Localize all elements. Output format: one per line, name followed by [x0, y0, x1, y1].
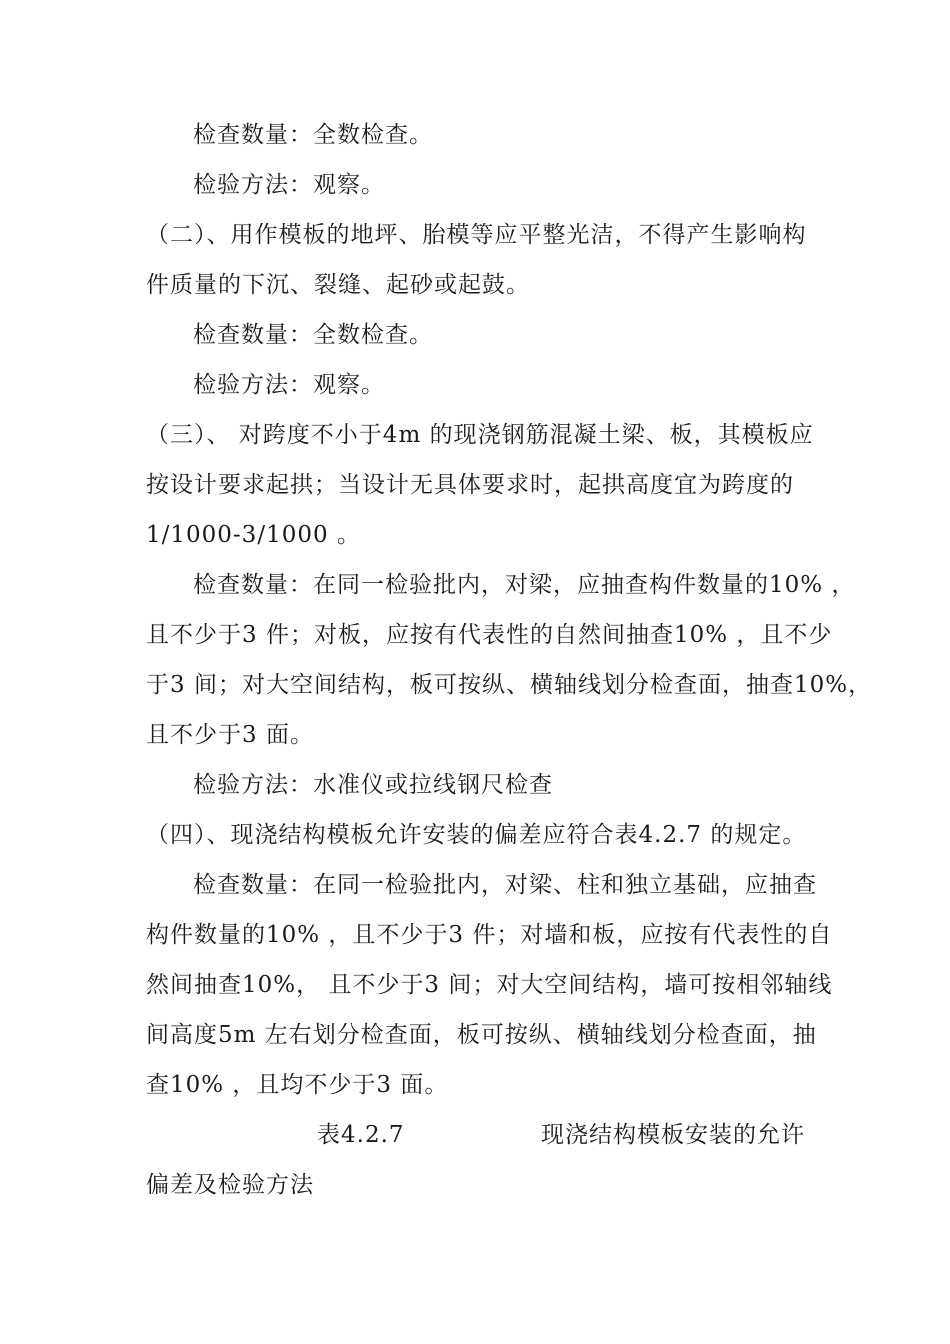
check-quantity-line-4: 间高度5m 左右划分检查面，板可按纵、横轴线划分检查面，抽	[146, 1022, 817, 1048]
check-quantity-line-1: 检查数量：在同一检验批内，对梁，应抽查构件数量的10% ，	[193, 572, 856, 598]
table-title-line-2: 偏差及检验方法	[146, 1172, 314, 1198]
section-3-line-1: （三）、 对跨度不小于4m 的现浇钢筋混凝土梁、板，其模板应	[146, 422, 814, 448]
check-quantity-line-2: 构件数量的10% ，且不少于3 件；对墙和板，应按有代表性的自	[146, 922, 833, 948]
section-3-line-3: 1/1000-3/1000 。	[146, 522, 361, 548]
check-quantity-line-2: 且不少于3 件；对板，应按有代表性的自然间抽查10% ，且不少	[146, 622, 833, 648]
check-quantity-line-5: 查10% ，且均不少于3 面。	[146, 1072, 449, 1098]
check-quantity-line-4: 且不少于3 面。	[146, 722, 314, 748]
section-4-line-1: （四）、现浇结构模板允许安装的偏差应符合表4.2.7 的规定。	[146, 822, 807, 848]
inspection-method-text: 检验方法：观察。	[193, 372, 385, 398]
inspection-method-text: 检验方法：水准仪或拉线钢尺检查	[193, 772, 553, 798]
check-quantity-line-3: 然间抽查10%， 且不少于3 间；对大空间结构，墙可按相邻轴线	[146, 972, 833, 998]
check-quantity-text: 检查数量：全数检查。	[193, 122, 433, 148]
check-quantity-line-1: 检查数量：在同一检验批内，对梁、柱和独立基础，应抽查	[193, 872, 817, 898]
table-number: 表4.2.7	[317, 1122, 405, 1148]
section-3-line-2: 按设计要求起拱；当设计无具体要求时，起拱高度宜为跨度的	[146, 472, 794, 498]
inspection-method-text: 检验方法：观察。	[193, 172, 385, 198]
check-quantity-line-3: 于3 间；对大空间结构，板可按纵、横轴线划分检查面，抽查10%，	[146, 672, 873, 698]
table-title-line-1: 现浇结构模板安装的允许	[541, 1122, 805, 1148]
check-quantity-text: 检查数量：全数检查。	[193, 322, 433, 348]
section-2-line-2: 件质量的下沉、裂缝、起砂或起鼓。	[146, 272, 530, 298]
section-2-line-1: （二）、用作模板的地坪、胎模等应平整光洁，不得产生影响构	[146, 222, 807, 248]
